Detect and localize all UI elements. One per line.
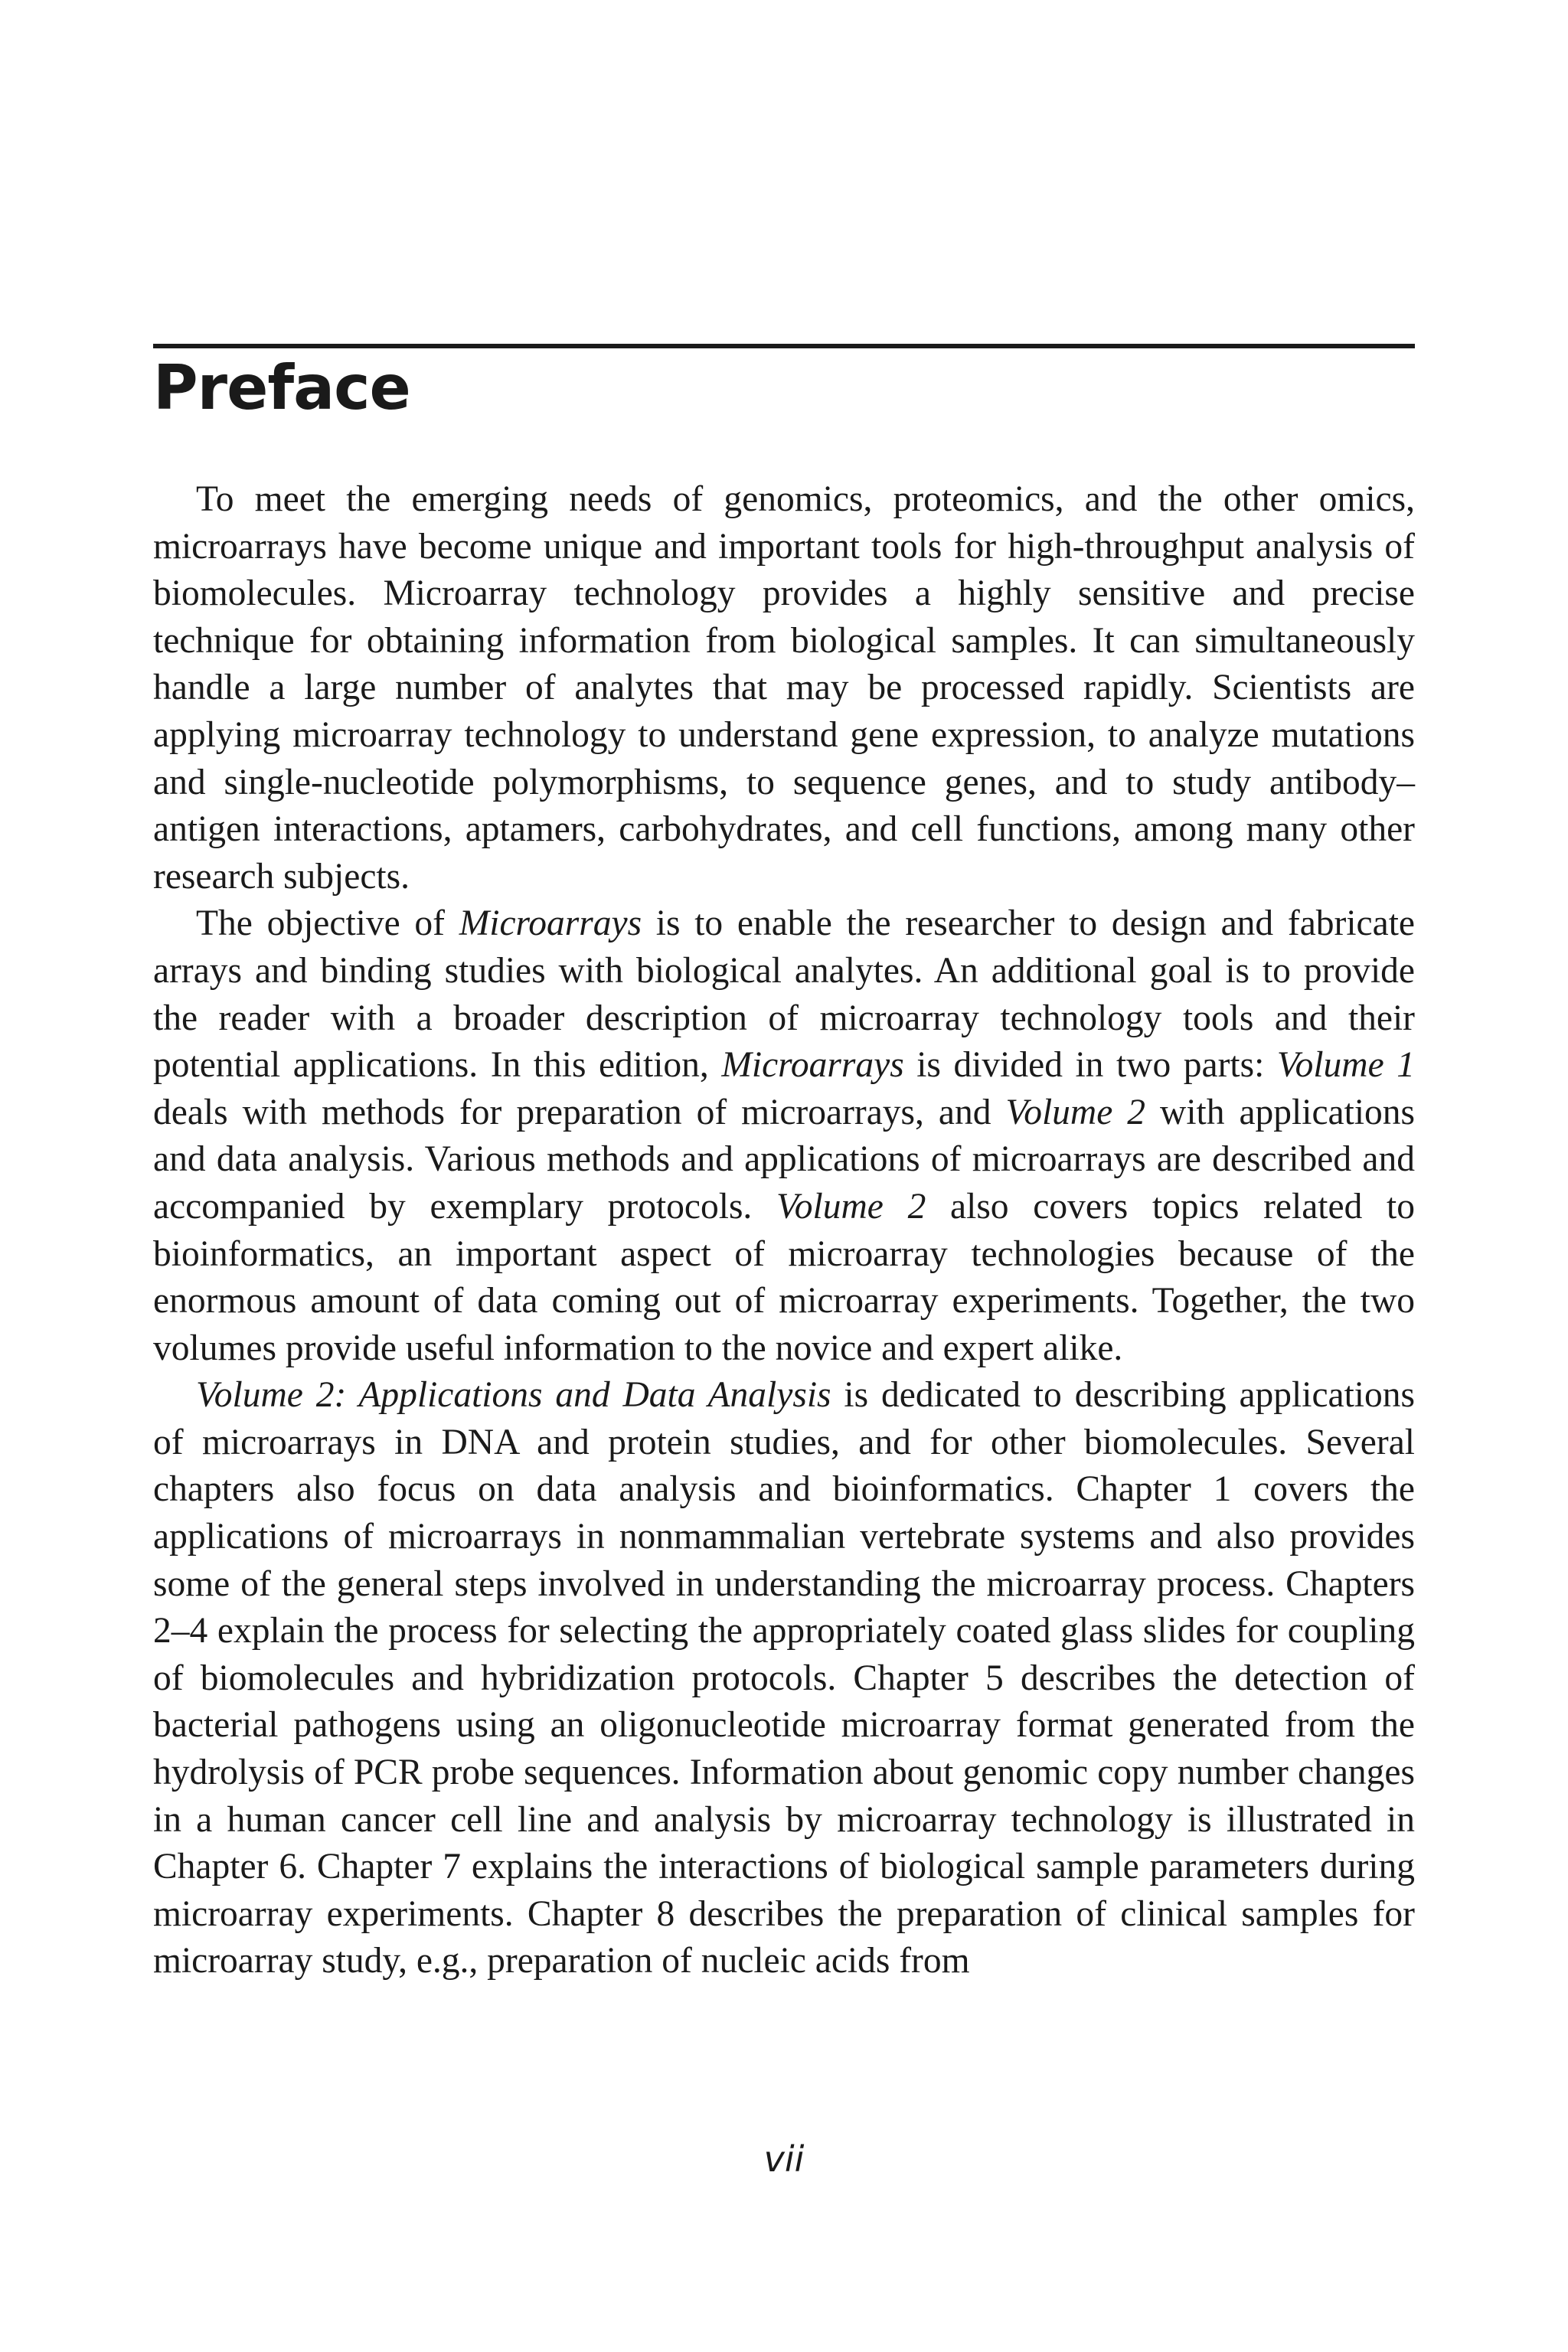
page-number: vii (763, 2138, 805, 2180)
italic-run: Volume 2 (776, 1186, 926, 1227)
italic-run: Volume 2: Applications and Data Analysis (196, 1375, 831, 1416)
italic-run: Microarrays (721, 1045, 904, 1086)
text-run: also covers topics related to bioinformatics, an important aspect of microarray technologies because of the enormous amount of data coming out of microarray experiments. Together, the two volumes provide useful information to the novice and expert alike. (153, 1186, 1415, 1368)
paragraph-3 (153, 1372, 1415, 1985)
preface-body (153, 476, 1415, 1985)
paragraph-1 (153, 476, 1415, 900)
page-title: Preface (153, 352, 410, 423)
text-run: is to enable the researcher to design and fabricate arrays and binding studies with biological analytes. An additional goal is to provide the reader with a broader description of microarray technology tools and their potential applications. In this edition, (153, 903, 1415, 1086)
text-run: To meet the emerging needs of genomics, proteomics, and the other omics, microarrays have become unique and important tools for high-throughput analysis of biomolecules. Microarray technology provides a highly sensitive and precise technique for obtaining information from biological samples. It can simultaneously handle a large number of analytes that may be processed rapidly. Scientists are applying microarray technology to understand gene expression, to analyze mutations and single-nucleotide polymorphisms, to sequence genes, and to study antibody–antigen interactions, aptamers, carbohydrates, and cell functions, among many other research subjects. (153, 479, 1415, 897)
text-run: deals with methods for preparation of microarrays, and (153, 1092, 1006, 1132)
italic-run: Volume 1 (1276, 1045, 1415, 1086)
italic-run: Microarrays (459, 903, 642, 944)
text-run: with applications and data analysis. Various methods and applications of microarrays are described and accompanied by exemplary protocols. (153, 1092, 1415, 1227)
text-run: The objective of (196, 903, 459, 944)
text-run: is dedicated to describing applications of microarrays in DNA and protein studies, and for other biomolecules. Several chapters also focus on data analysis and bioinformatics. Chapter 1 covers the applications of microarrays in nonmammalian vertebrate systems and also provides some of the general steps involved in understanding the microarray process. Chapters 2–4 explain the process for selecting the appropriately coated glass slides for coupling of biomolecules and hybridization protocols. Chapter 5 describes the detection of bacterial pathogens using an oligonucleotide microarray format generated from the hydrolysis of PCR probe sequences. Information about genomic copy number changes in a human cancer cell line and analysis by microarray technology is illustrated in Chapter 6. Chapter 7 explains the interactions of biological sample parameters during microarray experiments. Chapter 8 describes the preparation of clinical samples for microarray study, e.g., preparation of nucleic acids from (153, 1375, 1415, 1981)
paragraph-2 (153, 900, 1415, 1372)
text-run: is divided in two parts: (903, 1045, 1277, 1086)
italic-run: Volume 2 (1005, 1092, 1146, 1132)
